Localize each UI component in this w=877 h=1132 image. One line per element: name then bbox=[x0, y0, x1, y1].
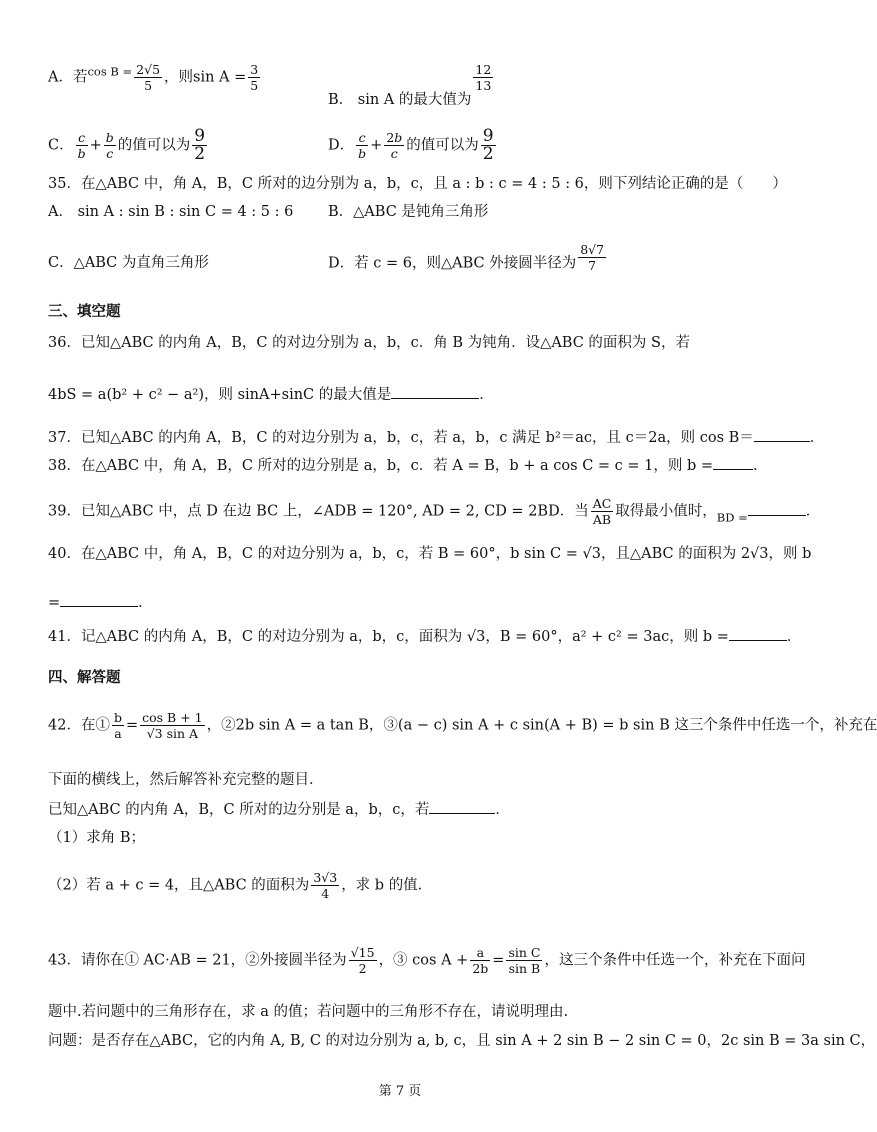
q43-line2: 题中.若问题中的三角形存在，求 a 的值；若问题中的三角形不存在，请说明理由. bbox=[48, 1004, 569, 1020]
q42-line2: 下面的横线上，然后解答补充完整的题目． bbox=[48, 772, 324, 788]
q42-part1: （1）求角 B； bbox=[48, 830, 145, 846]
q42-part2: （2）若 a + c = 4，且△ABC 的面积为 $\frac{3√3}{4}$ ，求 b 的值． bbox=[48, 870, 433, 901]
q34-option-c: C． $\frac{c}{b}$ + $\frac{b}{c}$ 的值可以为 $\frac{9}{2}$ bbox=[48, 126, 206, 164]
q35-option-d: D．若 c = 6，则△ABC 外接圆半径为 $\frac{8√7}{7}$ bbox=[328, 242, 605, 273]
q35-option-a: A． sin A : sin B : sin C = 4 : 5 : 6 bbox=[48, 204, 294, 220]
answer-blank[interactable] bbox=[60, 592, 138, 607]
answer-blank[interactable] bbox=[429, 799, 495, 814]
q35-option-c: C．△ABC 为直角三角形 bbox=[48, 255, 209, 271]
q35-stem: 35．在△ABC 中，角 A，B，C 所对的边分别为 a，b，c，且 a : b : c = 4 : 5 : 6，则下列结论正确的是（ ） bbox=[48, 176, 787, 192]
q38: 38．在△ABC 中，角 A，B，C 所对的边分别是 a，b，c．若 A = B，b + a cos C = c = 1，则 b = ． bbox=[48, 455, 760, 475]
q37: 37．已知△ABC 的内角 A，B，C 的对边分别为 a，b，c，若 a，b，c 满足 b²＝ac，且 c＝2a，则 cos B＝ ． bbox=[48, 427, 760, 447]
section-heading-solutions: 四、解答题 bbox=[48, 670, 121, 686]
q41: 41．记△ABC 的内角 A，B，C 的对边分别为 a，b，c，面积为 √3，B = 60°，a² + c² = 3ac，则 b = ． bbox=[48, 626, 760, 646]
q34-option-a: A．若$^{cos B =}$ $\frac{2√5}{5}$ ，则sin A = $\frac{3}{5}$ bbox=[48, 62, 259, 93]
q42-line1: 42．在① $\frac{b}{a}$ = $\frac{\text{cos B + 1}}{\text{√3 sin A}}$ ，②2b sin A = a tan B，③(a − c) sin A + c sin(A + B) = b sin B 这三个条件中任选一个，补充在 bbox=[48, 710, 877, 741]
q34-option-d: D． $\frac{c}{b}$ + $\frac{2b}{c}$ 的值可以为 $\frac{9}{2}$ bbox=[328, 126, 494, 164]
section-heading-fill-in: 三、填空题 bbox=[48, 304, 121, 320]
q36-line2: 4bS = a(b² + c² − a²)，则 sinA+sinC 的最大值是 ． bbox=[48, 384, 760, 404]
q40-line1: 40．在△ABC 中，角 A，B，C 的对边分别为 a，b，c，若 B = 60°，b sin C = √3，且△ABC 的面积为 2√3，则 b bbox=[48, 546, 812, 562]
answer-blank[interactable] bbox=[748, 501, 806, 516]
q36-line1: 36．已知△ABC 的内角 A，B，C 的对边分别为 a，b，c．角 B 为钝角．设△ABC 的面积为 S，若 bbox=[48, 335, 690, 351]
page-number: 第 7 页 bbox=[378, 1084, 422, 1099]
q40-line2: = ． bbox=[48, 592, 760, 612]
answer-blank[interactable] bbox=[713, 455, 753, 470]
q42-line3: 已知△ABC 的内角 A，B，C 所对的边分别是 a，b，c，若 ． bbox=[48, 799, 760, 819]
answer-blank[interactable] bbox=[391, 384, 479, 399]
answer-blank[interactable] bbox=[754, 427, 810, 442]
answer-blank[interactable] bbox=[729, 626, 787, 641]
q43-line1: 43．请你在① AC·AB = 21，②外接圆半径为 $\frac{√15}{2}$ ，③ cos A + $\frac{a}{2b}$ = $\frac{\text{sin C}}{\text{sin B}}$ ，这三个条件中任选一个，补充在下面问 bbox=[48, 945, 806, 976]
q43-line3: 问题：是否存在△ABC，它的内角 A, B, C 的对边分别为 a, b, c，且 sin A + 2 sin B − 2 sin C = 0，2c sin B = 3a sin C， bbox=[48, 1033, 876, 1049]
q34-option-b: B． sin A 的最大值为 $\frac{12}{13}$ bbox=[328, 62, 492, 108]
q39: 39．已知△ABC 中，点 D 在边 BC 上，∠ADB = 120°, AD = 2, CD = 2BD．当 $\frac{AC}{AB}$ 取得最小值时，$_{BD =}$ ． bbox=[48, 496, 821, 527]
q35-option-b: B．△ABC 是钝角三角形 bbox=[328, 204, 489, 220]
